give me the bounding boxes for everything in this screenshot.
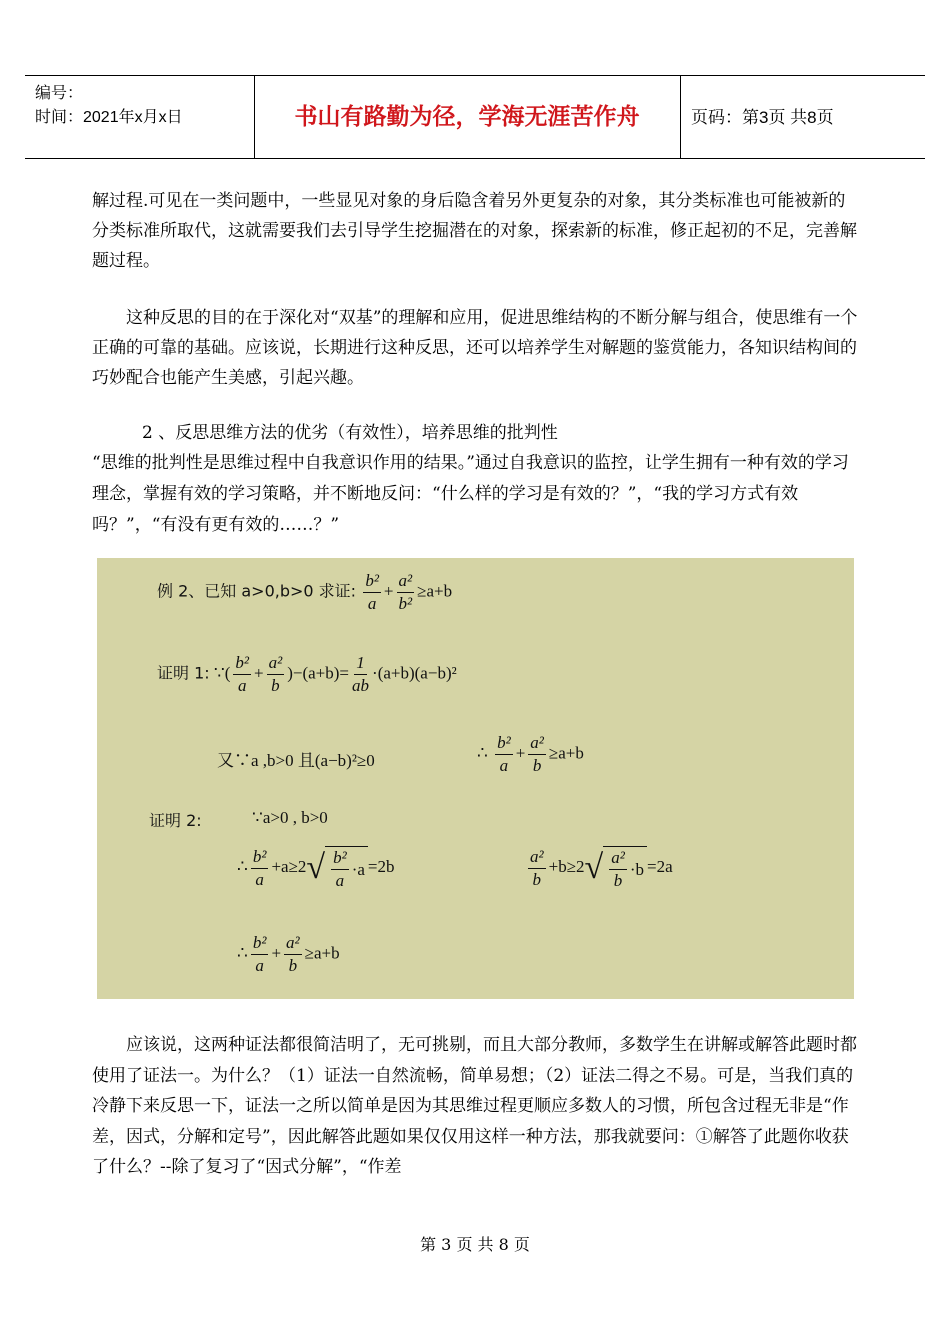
- header-meta: [35, 82, 183, 130]
- fraction-a2-over-b2: $\frac{\text{a²}}{\text{b²}}$: [398, 571, 413, 613]
- date-line: 时间：2021年x月x日: [35, 109, 183, 126]
- proof-2-label-line: [149, 808, 202, 831]
- condition-text: 又∵a ,b>0 且(a−b)²≥0: [217, 751, 375, 770]
- proof-2-label: 证明 2:: [149, 811, 202, 830]
- fraction-a2-over-b: $\frac{\text{a²}}{b}$: [530, 846, 544, 889]
- paragraph-1: 解过程.可见在一类问题中，一些显见对象的身后隐含着另外更复杂的对象，其分类标准也可能被新的分类标准所取代，这就需要我们去引导学生挖掘潜在的对象，探索新的标准，修正起初的不足，完善解题过程。: [92, 191, 857, 271]
- fraction-a2-over-b: $\frac{\text{a²}}{b}$: [286, 933, 300, 975]
- proof-1-expression: −(a+b)=: [292, 663, 350, 683]
- header-divider-right: [680, 76, 681, 158]
- paragraph-block-4: [92, 1030, 862, 1183]
- proof-2-step-b: $\frac{\text{a²}}{b}$ +b≥2 √ $\frac{\text{a²}}{b}$ ·b =2a: [530, 846, 673, 890]
- serial-label: 编号：: [35, 85, 84, 102]
- proof-1-line: 证明 1: ∵( $\frac{\text{b²}}{a}$ + $\frac{\text{a²}}{b}$ )−(a+b)= $\frac{1}{ab}$ ·(a+b)(a−b)²: [157, 653, 457, 695]
- paragraph-4: 应该说，这两种证法都很简洁明了，无可挑剔，而且大部分教师，多数学生在讲解或解答此题时都使用了证法一。为什么？（1）证法一自然流畅，简单易想；（2）证法二得之不易。可是，当我们真的冷静下来反思一下，证法一之所以简单是因为其思维过程更顺应多数人的习惯，所包含过程无非是“作差，因式，分解和定号”，因此解答此题如果仅仅用这样一种方法，那我就要问：①解答了此题你收获了什么？--除了复习了“因式分解”，“作差: [92, 1035, 857, 1177]
- proof-2-step-a: ∴ $\frac{\text{b²}}{a}$ +a≥2 √ $\frac{\text{b²}}{a}$ ·a =2b: [237, 846, 395, 890]
- proof-2-condition: ∵a>0 , b>0: [252, 808, 328, 827]
- example-statement: 例 2、已知 a>0,b>0 求证: $\frac{\text{b²}}{a}$ + $\frac{\text{a²}}{\text{b²}}$ ≥a+b: [157, 571, 453, 613]
- header-motto: 书山有路勤为径，学海无涯苦作舟: [294, 104, 640, 130]
- fraction-a2-over-b: $\frac{\text{a²}}{b}$: [530, 733, 544, 775]
- paragraph-block-1: [92, 186, 862, 276]
- conclusion-tail: ≥a+b: [548, 743, 584, 763]
- paragraph-3: “思维的批判性是思维过程中自我意识作用的结果。”通过自我意识的监控，让学生拥有一种有效的学习理念，掌握有效的学习策略，并不断地反问：“什么样的学习是有效的？”，“我的学习方式有效吗？”，“有没有更有效的……？”: [92, 453, 849, 535]
- fraction-b2-over-a: $\frac{\text{b²}}{a}$: [252, 846, 267, 889]
- proof-1-condition: [217, 746, 375, 771]
- proof-1-tail: ·(a+b)(a−b)²: [372, 663, 457, 683]
- fraction-b2-over-a: $\frac{\text{b²}}{a}$: [365, 571, 379, 613]
- paragraph-2: 这种反思的目的在于深化对“双基”的理解和应用，促进思维结构的不断分解与组合，使思维有一个正确的可靠的基础。应该说，长期进行这种反思，还可以培养学生对解题的鉴赏能力，各知识结构间的巧妙配合也能产生美感，引起兴趣。: [92, 308, 858, 388]
- proof-2-conclusion: ∴ $\frac{\text{b²}}{a}$ + $\frac{\text{a²}}{b}$ ≥a+b: [237, 933, 340, 975]
- fraction-b2-over-a: $\frac{\text{b²}}{a}$: [252, 933, 267, 975]
- page-header: [25, 75, 925, 159]
- header-page-info: 页码：第3页 共8页: [691, 108, 834, 127]
- proof-1-label: 证明 1:: [157, 663, 210, 683]
- proof-1-conclusion: ∴ $\frac{\text{b²}}{a}$ + $\frac{\text{a²}}{b}$ ≥a+b: [477, 733, 584, 775]
- fraction-b2-over-a: $\frac{\text{b²}}{a}$: [497, 733, 511, 775]
- fraction-b2-over-a: $\frac{\text{b²}}{a}$: [235, 653, 250, 695]
- square-root: √ $\frac{\text{b²}}{a}$ ·a: [306, 846, 368, 890]
- therefore-symbol: ∴: [477, 743, 488, 763]
- fraction-1-over-ab: $\frac{1}{ab}$: [352, 653, 370, 695]
- page-footer: 第 3 页 共 8 页: [420, 1235, 530, 1254]
- example-label: 例 2、已知 a>0,b>0 求证:: [157, 581, 357, 601]
- square-root: √ $\frac{\text{a²}}{b}$ ·b: [585, 846, 647, 890]
- inequality-tail: ≥a+b: [417, 581, 453, 601]
- section-heading: 2 、反思思维方法的优劣（有效性），培养思维的批判性: [142, 423, 558, 443]
- paragraph-block-2: [92, 303, 862, 393]
- example-box: [97, 558, 854, 999]
- fraction-a2-over-b: $\frac{\text{a²}}{b}$: [268, 653, 283, 695]
- paragraph-block-3: [92, 418, 862, 541]
